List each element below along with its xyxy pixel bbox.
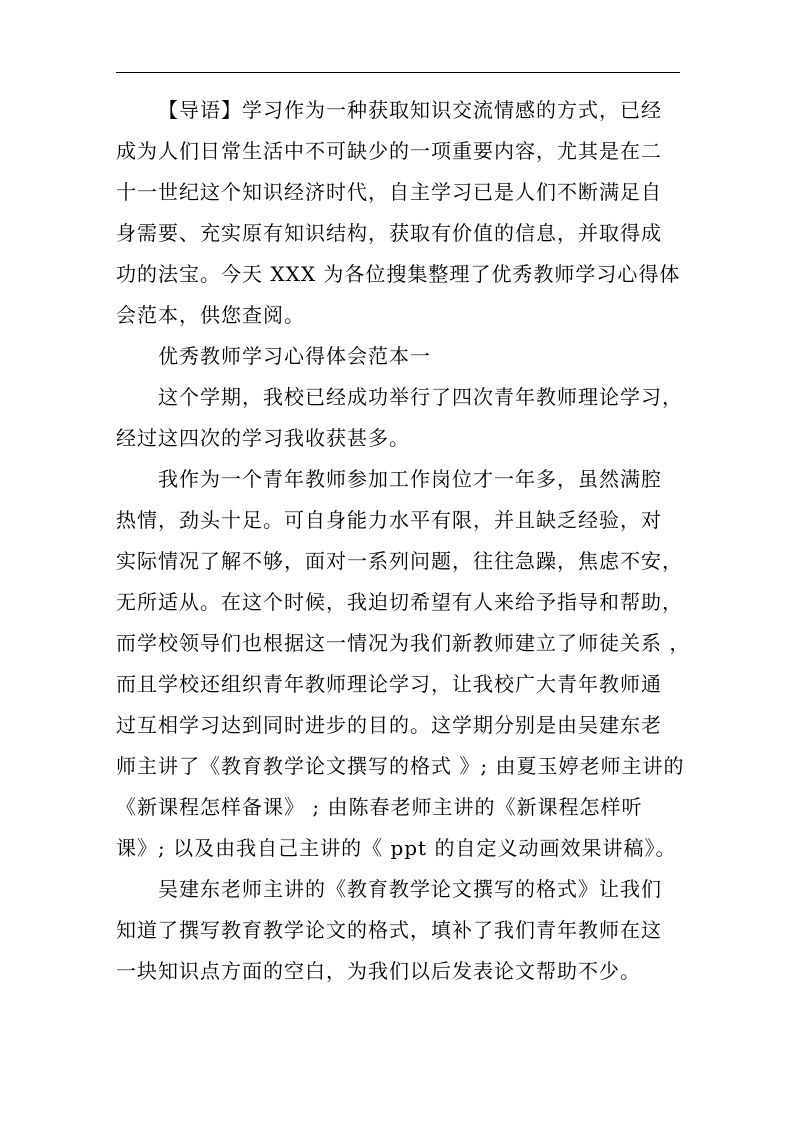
paragraph-line: 师主讲了《教育教学论文撰写的格式 》; 由夏玉婷老师主讲的 [116, 754, 685, 778]
paragraph-line: 一块知识点方面的空白，为我们以后发表论文帮助不少。 [116, 959, 641, 983]
paragraph-line: 知道了撰写教育教学论文的格式，填补了我们青年教师在这 [116, 918, 662, 942]
paragraph-line: 身需要、充实原有知识结构，获取有价值的信息，并取得成 [116, 221, 662, 245]
paragraph-line: 热情，劲头十足。可自身能力水平有限，并且缺乏经验，对 [116, 508, 662, 532]
paragraph-line: 而且学校还组织青年教师理论学习，让我校广大青年教师通 [116, 672, 662, 696]
paragraph-line: 经过这四次的学习我收获甚多。 [116, 426, 410, 450]
document-body [116, 90, 696, 992]
paragraph-line: 实际情况了解不够，面对一系列问题，往往急躁，焦虑不安， [116, 549, 683, 573]
paragraph-line: 我作为一个青年教师参加工作岗位才一年多，虽然满腔 [158, 467, 662, 491]
paragraph-line: 会范本，供您查阅。 [116, 303, 305, 327]
header-rule [116, 72, 680, 73]
paragraph-line: 【导语】学习作为一种获取知识交流情感的方式，已经 [158, 98, 662, 122]
section-heading: 优秀教师学习心得体会范本一 [158, 344, 431, 368]
paragraph-line: 无所适从。在这个时候，我迫切希望有人来给予指导和帮助， [116, 590, 683, 614]
paragraph-line: 过互相学习达到同时进步的目的。这学期分别是由吴建东老 [116, 713, 662, 737]
paragraph-line: 十一世纪这个知识经济时代，自主学习已是人们不断满足自 [116, 180, 662, 204]
paragraph-line: 《新课程怎样备课》 ; 由陈春老师主讲的《新课程怎样听 [116, 795, 643, 819]
paragraph-line: 成为人们日常生活中不可缺少的一项重要内容，尤其是在二 [116, 139, 662, 163]
paragraph-line: 课》; 以及由我自己主讲的《 ppt 的自定义动画效果讲稿》。 [116, 836, 677, 860]
paragraph-line: 吴建东老师主讲的《教育教学论文撰写的格式》让我们 [158, 877, 662, 901]
paragraph-line: 这个学期，我校已经成功举行了四次青年教师理论学习， [158, 385, 683, 409]
paragraph-line: 而学校领导们也根据这一情况为我们新教师建立了师徒关系 ， [116, 631, 691, 655]
paragraph-line: 功的法宝。今天 XXX 为各位搜集整理了优秀教师学习心得体 [116, 262, 681, 286]
